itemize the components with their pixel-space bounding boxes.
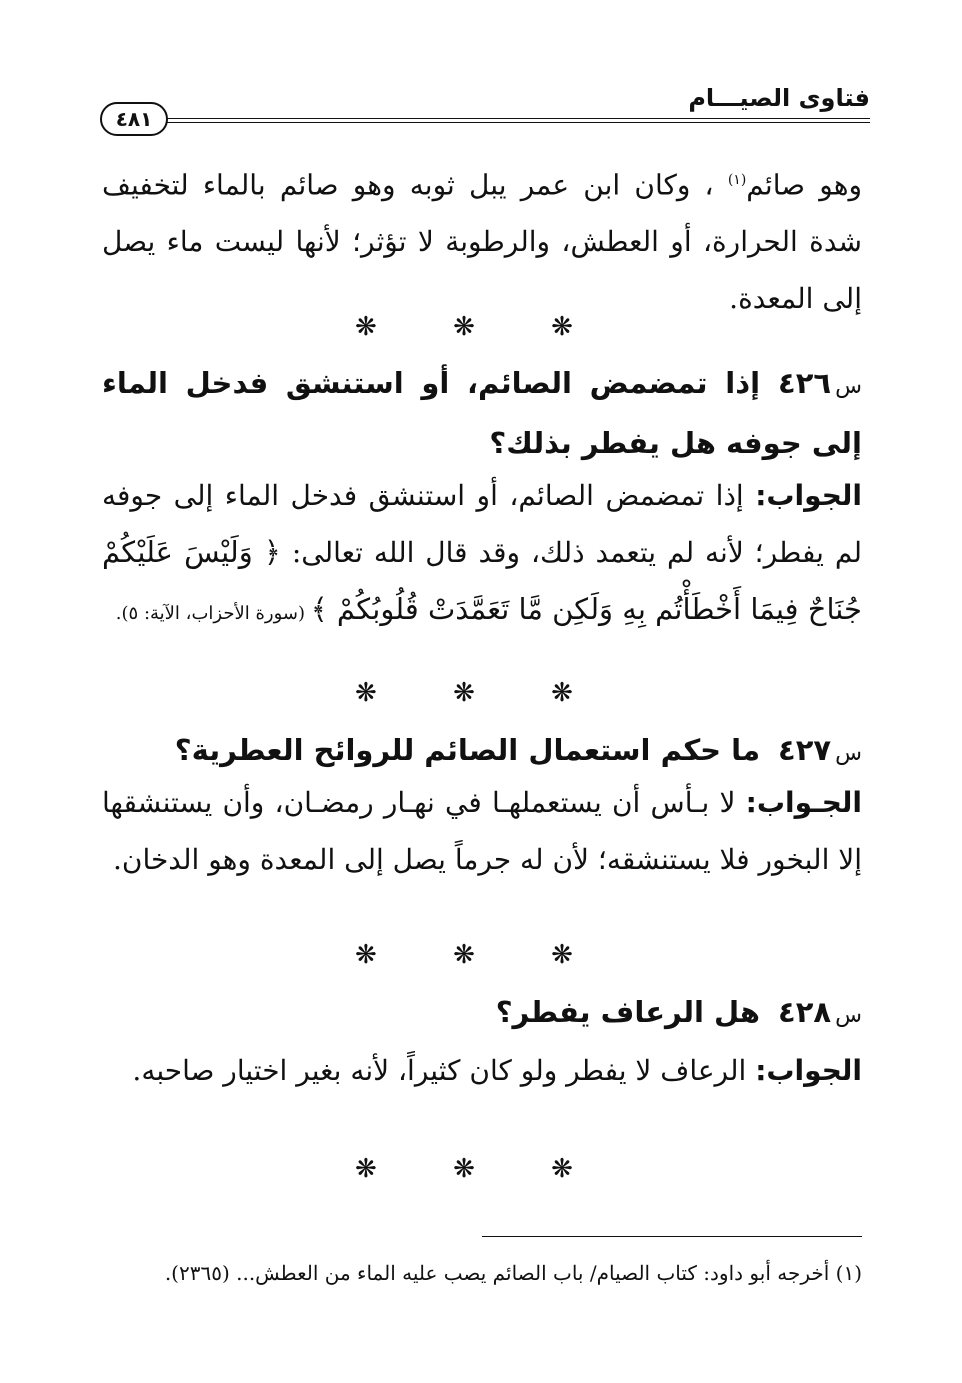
verse-citation: (سورة الأحزاب، الآية: ٥).	[115, 603, 311, 624]
answer-426	[102, 467, 862, 642]
question-text: ما حكم استعمال الصائم للروائح العطرية؟	[174, 733, 761, 767]
question-mark: س	[835, 374, 862, 399]
footnote: (١) أخرجه أبو داود: كتاب الصيام/ باب الصائم يصب عليه الماء من العطش... (٢٣٦٥).	[164, 1261, 862, 1285]
answer-text: لا بـأس أن يستعملهـا في نهـار رمضـان، وأن يستنشقها إلا البخور فلا يستنشقه؛ لأن له جرماً يصل إلى المعدة وهو الدخان.	[102, 786, 862, 876]
paragraph-intro	[102, 152, 862, 327]
header-rule	[165, 118, 870, 123]
question-text: إذا تمضمض الصائم، أو استنشق فدخل الماء إلى جوفه هل يفطر بذلك؟	[102, 366, 862, 460]
answer-label: الجواب:	[755, 1054, 862, 1087]
answer-label: الجواب:	[755, 479, 862, 512]
question-mark: س	[835, 741, 862, 766]
question-mark: س	[835, 1003, 862, 1028]
quran-verse: ﴿ وَلَيْسَ عَلَيْكُمْ جُنَاحٌ فِيمَا أَخْطَأْتُم بِهِ وَلَكِن مَّا تَعَمَّدَتْ قُلُوبُكُمْ ﴾	[102, 535, 862, 626]
intro-text-rest: ، وكان ابن عمر يبل ثوبه وهو صائم بالماء لتخفيف شدة الحرارة، أو العطش، والرطوبة لا تؤثر؛ لأنها ليست ماء يصل إلى المعدة.	[102, 168, 862, 316]
running-title: فتاوى الصيـــام	[688, 84, 870, 112]
section-separator: ❋ ❋ ❋	[355, 1154, 607, 1184]
section-separator: ❋ ❋ ❋	[355, 678, 607, 708]
footnote-ref: (١)	[727, 172, 747, 188]
question-428	[102, 984, 862, 1044]
question-number: ٤٢٧	[778, 733, 832, 767]
answer-427	[102, 774, 862, 888]
section-separator: ❋ ❋ ❋	[355, 940, 607, 970]
section-separator: ❋ ❋ ❋	[355, 312, 607, 342]
question-426	[102, 355, 862, 472]
answer-label: الجـواب:	[745, 786, 862, 819]
answer-428	[102, 1042, 862, 1099]
footnote-rule	[482, 1236, 862, 1237]
intro-text-start: وهو صائم	[746, 168, 863, 202]
page-number: ٤٨١	[100, 102, 168, 136]
question-text: هل الرعاف يفطر؟	[495, 995, 761, 1029]
answer-text: الرعاف لا يفطر ولو كان كثيراً، لأنه بغير اختيار صاحبه.	[132, 1054, 756, 1087]
question-number: ٤٢٨	[778, 995, 832, 1029]
answer-text: إذا تمضمض الصائم، أو استنشق فدخل الماء إلى جوفه لم يفطر؛ لأنه لم يتعمد ذلك، وقد قال الله تعالى:	[102, 479, 862, 569]
question-number: ٤٢٦	[778, 366, 832, 400]
question-427	[102, 722, 862, 782]
